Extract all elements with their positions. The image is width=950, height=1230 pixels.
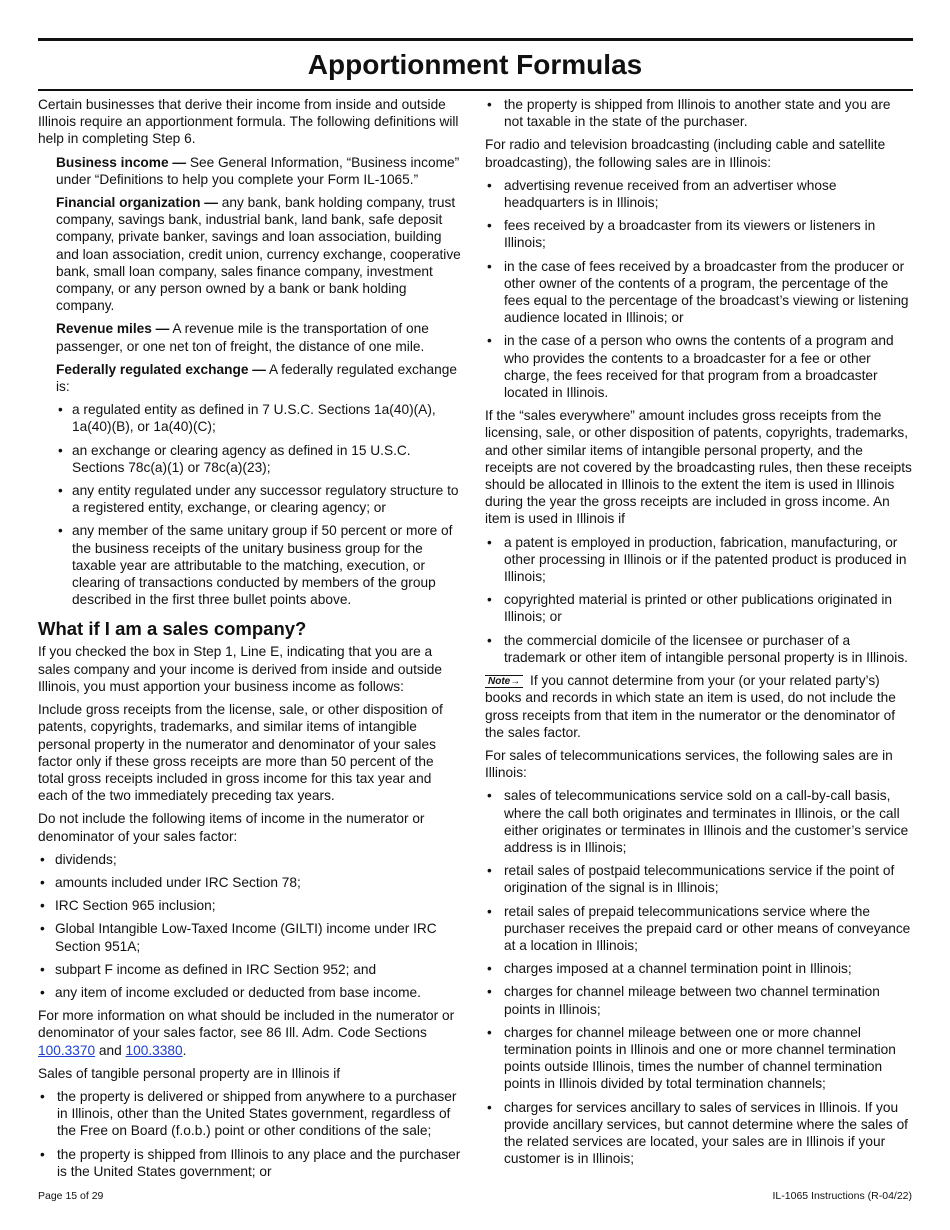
title-rule xyxy=(38,89,913,91)
definition-text: A federally regulated exchange is: xyxy=(56,361,457,395)
definition-text: A revenue mile is the transportation of one passenger, or one net ton of freight, the distance of one mile. xyxy=(56,321,429,354)
more-info-end: . xyxy=(182,1042,187,1058)
more-info-text: For more information on what should be included in the numerator or denominator of your sales factor, see 86 Ill. Adm. Code Sections xyxy=(38,1008,455,1041)
broadcast-intro: For radio and television broadcasting (including cable and satellite broadcasting), the following sales are in Illinois: xyxy=(485,137,886,170)
list-item: • copyrighted material is printed or other publications originated in Illinois; or xyxy=(485,591,913,625)
sales-paragraph-2: Include gross receipts from the license, sale, or other disposition of patents, copyrights, trademarks, and similar items of intangible personal property in the numerator and denominator of your sales factor only if these gross receipts are more than 50 percent of the total gross receipts included in gross income for this tax year and each of the two immediately preceding tax years. xyxy=(38,702,443,804)
intangible-paragraph: If the “sales everywhere” amount includes gross receipts from the licensing, sale, or other disposition of patents, copyrights, trademarks, and other similar items of intangible personal property, and the receipts are not covered by the broadcasting rules, then these receipts should be allocated in Illinois to the extent the item is used in Illinois during the year the gross receipts are included in gross income. An item is used in Illinois if xyxy=(485,408,912,527)
list-item: • an exchange or clearing agency as defined in 15 U.S.C. Sections 78c(a)(1) or 78c(a)(23); xyxy=(56,442,463,476)
definition-revenue-miles xyxy=(56,320,463,354)
note-text: If you cannot determine from your (or your related party’s) books and records in which state an item is used, do not include the gross receipts from that item in the numerator or the denominator of the sales factor. xyxy=(485,673,896,740)
definition-term: Revenue miles — xyxy=(56,321,170,337)
more-info-paragraph xyxy=(38,1007,463,1059)
top-rule xyxy=(38,38,913,41)
definition-term: Business income — xyxy=(56,154,187,170)
list-item: • the property is shipped from Illinois to another state and you are not taxable in the state of the purchaser. xyxy=(485,96,913,130)
note-icon: Note→ xyxy=(485,675,523,688)
intangible-list xyxy=(485,534,913,666)
list-item: • IRC Section 965 inclusion; xyxy=(38,897,463,914)
list-item: • Global Intangible Low-Taxed Income (GILTI) income under IRC Section 951A; xyxy=(38,920,463,954)
definition-term: Federally regulated exchange — xyxy=(56,361,266,377)
list-item: • charges for channel mileage between two channel termination points in Illinois; xyxy=(485,983,913,1017)
definition-text: any bank, bank holding company, trust company, savings bank, industrial bank, land bank, safe deposit company, private banker, savings and loan association, building and loan association, credit union, currency exchange, cooperative bank, small loan company, sales finance company, investment company, or any person owned by a bank or bank holding company. xyxy=(56,195,461,314)
list-item: • a patent is employed in production, fabrication, manufacturing, or other processing in Illinois or if the patented product is produced in Illinois; xyxy=(485,534,913,586)
definition-federally-regulated-exchange xyxy=(56,361,463,395)
list-item: • charges imposed at a channel termination point in Illinois; xyxy=(485,960,913,977)
footer-form-id: IL-1065 Instructions (R-04/22) xyxy=(772,1190,912,1202)
sales-paragraph-1: If you checked the box in Step 1, Line E, indicating that you are a sales company and your income is derived from inside and outside Illinois, you must apportion your business income as follows: xyxy=(38,644,442,694)
list-item: • the property is delivered or shipped from anywhere to a purchaser in Illinois, other than the United States government, regardless of the Free on Board (f.o.b.) point or other conditions of the sale; xyxy=(38,1088,463,1140)
list-item: • any item of income excluded or deducted from base income. xyxy=(38,984,463,1001)
tangible-list-continued xyxy=(485,96,913,130)
exclude-list xyxy=(38,851,463,1001)
list-item: • fees received by a broadcaster from its viewers or listeners in Illinois; xyxy=(485,217,913,251)
list-item: • dividends; xyxy=(38,851,463,868)
definition-term: Financial organization — xyxy=(56,195,218,211)
broadcast-list xyxy=(485,177,913,401)
list-item: • subpart F income as defined in IRC Section 952; and xyxy=(38,961,463,978)
list-item: • retail sales of postpaid telecommunications service if the point of origination of the signal is in Illinois; xyxy=(485,862,913,896)
intro-paragraph: Certain businesses that derive their income from inside and outside Illinois require an apportionment formula. The following definitions will help in completing Step 6. xyxy=(38,97,459,147)
list-item: • in the case of a person who owns the contents of a program and who provides the contents to a broadcaster for a fee or other charge, the fees received for that program from a broadcaster located in Illinois. xyxy=(485,332,913,401)
note-paragraph xyxy=(485,672,913,741)
left-column xyxy=(38,96,463,1186)
list-item: • amounts included under IRC Section 78; xyxy=(38,874,463,891)
link-100-3370[interactable]: 100.3370 xyxy=(38,1042,96,1058)
page-title: Apportionment Formulas xyxy=(307,49,643,80)
list-item: • a regulated entity as defined in 7 U.S.C. Sections 1a(40)(A), 1a(40)(B), or 1a(40)(C); xyxy=(56,401,463,435)
definition-business-income xyxy=(56,154,463,188)
list-item: • any member of the same unitary group if 50 percent or more of the business receipts of the unitary business group for the taxable year are attributable to the matching, execution, or clearing of transactions conducted by members of the group described in the first three bullet points above. xyxy=(56,522,463,608)
note-label: Note xyxy=(488,676,511,688)
definition-financial-organization xyxy=(56,194,463,314)
definition-text: See General Information, “Business income” under “Definitions to help you complete your Form IL-1065.” xyxy=(56,154,460,187)
list-item: • charges for channel mileage between one or more channel termination points in Illinois and one or more channel termination points outside Illinois, times the number of channel termination points in Illinois divided by total termination channels; xyxy=(485,1024,913,1093)
list-item: • sales of telecommunications service sold on a call-by-call basis, where the call both originates and terminates in Illinois, or the call either originates or terminates in Illinois and the customer’s service address is in Illinois; xyxy=(485,787,913,856)
list-item: • the property is shipped from Illinois to any place and the purchaser is the United States government; or xyxy=(38,1146,463,1180)
tangible-intro: Sales of tangible personal property are in Illinois if xyxy=(38,1065,341,1081)
right-column xyxy=(485,96,913,1173)
list-item: • in the case of fees received by a broadcaster from the producer or other owner of the contents of a program, the percentage of the fees equal to the percentage of the broadcast’s viewing or listening audience located in Illinois; or xyxy=(485,258,913,327)
list-item: • retail sales of prepaid telecommunications service where the purchaser receives the prepaid card or other means of conveyance at a location in Illinois; xyxy=(485,903,913,955)
list-item: • charges for services ancillary to sales of services in Illinois. If you provide ancillary services, but cannot determine where the sales of the related services are located, your sales are in Illinois if your customer is in Illinois; xyxy=(485,1099,913,1168)
footer-page-number: Page 15 of 29 xyxy=(38,1190,104,1202)
more-info-and: and xyxy=(95,1042,126,1058)
link-100-3380[interactable]: 100.3380 xyxy=(125,1042,183,1058)
exchange-list xyxy=(56,401,463,608)
list-item: • the commercial domicile of the licensee or purchaser of a trademark or other item of intangible personal property is in Illinois. xyxy=(485,632,913,666)
telecom-intro: For sales of telecommunications services, the following sales are in Illinois: xyxy=(485,747,893,781)
list-item: • any entity regulated under any successor regulatory structure to a registered entity, exchange, or clearing agency; or xyxy=(56,482,463,516)
sales-paragraph-3: Do not include the following items of income in the numerator or denominator of your sales factor: xyxy=(38,811,425,844)
tangible-list xyxy=(38,1088,463,1180)
section-heading-sales-company: What if I am a sales company? xyxy=(38,618,307,640)
telecom-list xyxy=(485,787,913,1167)
list-item: • advertising revenue received from an advertiser whose headquarters is in Illinois; xyxy=(485,177,913,211)
